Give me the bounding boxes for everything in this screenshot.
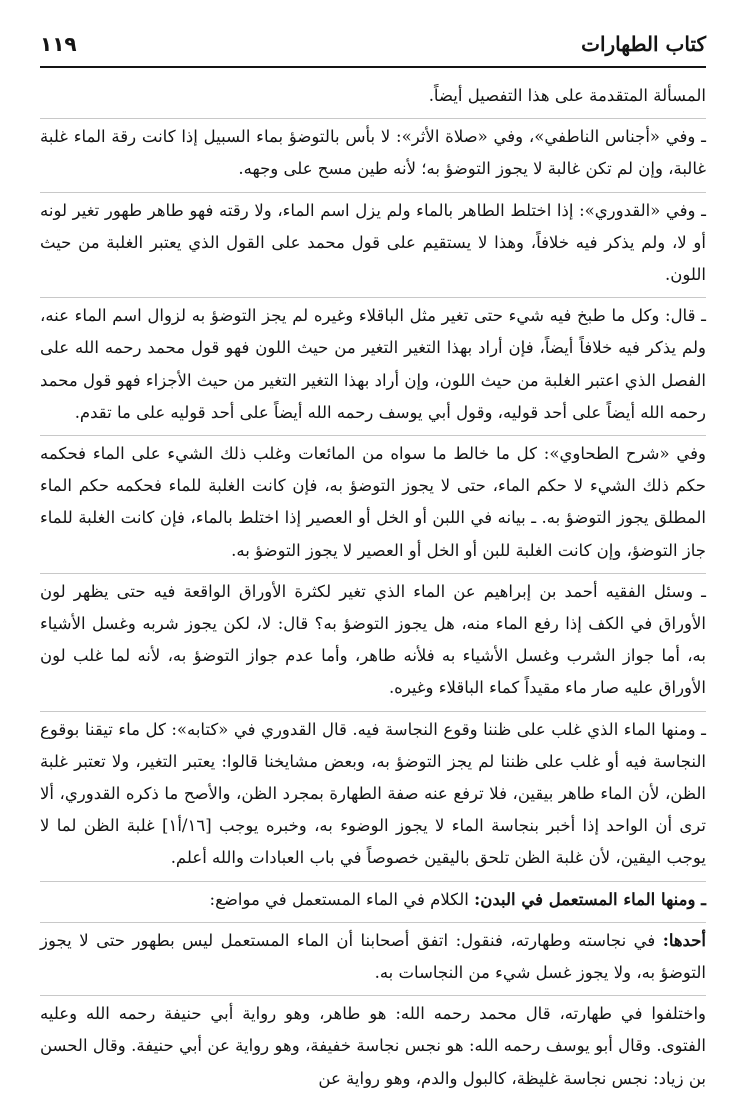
page-number: ١١٩	[40, 32, 77, 56]
paragraph-text: ـ وفي «القدوري»: إذا اختلط الطاهر بالماء ولم يزل اسم الماء، ولا رقته فهو طاهر طهور تغير لونه أو لا، ولم يذكر فيه خلافاً، وهذا لا يستقيم على قول محمد على القول الذي يعتبر الغلبة من حيث اللون.	[40, 200, 706, 285]
paragraph-text: في نجاسته وطهارته، فنقول: اتفق أصحابنا أن الماء المستعمل ليس بطهور حتى لا يجوز التوضؤ به، ولا يجوز غسل شيء من النجاسات به.	[40, 930, 706, 983]
section-heading: ـ ومنها الماء المستعمل في البدن:	[474, 889, 706, 909]
paragraph	[40, 996, 706, 1101]
paragraph-text: ـ ومنها الماء الذي غلب على ظننا وقوع النجاسة فيه. قال القدوري في «كتابه»: كل ماء تيقنا بوقوع النجاسة فيه أو غلب على ظننا لم يجز التوضؤ به، وبعض مشايخنا قالوا: يعتبر التغير، ولا تعتبر غلبة الظن، لأن الماء طاهر بيقين، فلا ترفع عنه صفة الطهارة بمجرد الظن، والأصح ما ذكره القدوري، ألا ترى أن الواحد إذا أخبر بنجاسة الماء لا يجوز الوضوء به، وخبره يوجب [١٦/أ١] غلبة الظن لما لا يوجب اليقين، لأن غلبة الظن تلحق باليقين خصوصاً في باب العبادات والله أعلم.	[40, 719, 706, 868]
paragraph	[40, 78, 706, 119]
paragraph	[40, 119, 706, 192]
page-body	[40, 78, 706, 1101]
running-title: كتاب الطهارات	[581, 32, 706, 56]
paragraph-text: الكلام في الماء المستعمل في مواضع:	[209, 889, 475, 909]
paragraph	[40, 574, 706, 712]
paragraph-lead: أحدها:	[662, 930, 706, 950]
paragraph	[40, 712, 706, 882]
paragraph-text: المسألة المتقدمة على هذا التفصيل أيضاً.	[428, 86, 706, 105]
paragraph	[40, 193, 706, 299]
paragraph	[40, 923, 706, 996]
section-heading-paragraph	[40, 882, 706, 923]
paragraph-text: ـ وسئل الفقيه أحمد بن إبراهيم عن الماء الذي تغير لكثرة الأوراق الواقعة فيه حتى يظهر لون الأوراق في الكف إذا رفع الماء منه، هل يجوز التوضؤ به؟ قال: لا، لكن يجوز شربه وغسل الأشياء به، أما جواز الشرب وغسل الأشياء به فلأنه طاهر، وأما عدم جواز التوضؤ به، لأنه لما غلب لون الأوراق عليه صار ماء مقيداً كماء الباقلاء وغيره.	[40, 581, 706, 698]
paragraph-text: ـ قال: وكل ما طبخ فيه شيء حتى تغير مثل الباقلاء وغيره لم يجز التوضؤ به لزوال اسم الماء عنه، ولم يذكر فيه خلافاً أيضاً، فإن أراد بهذا التغير التغير من حيث اللون فهو قول محمد رحمه الله على الفصل الذي اعتبر الغلبة من حيث اللون، وإن أراد بهذا التغير التغير من حيث الأجزاء فهو قول محمد رحمه الله أيضاً على أحد قوليه، وقول أبي يوسف رحمه الله أيضاً على أحد قوليه على ما تقدم.	[40, 306, 706, 422]
paragraph-text: وفي «شرح الطحاوي»: كل ما خالط ما سواه من المائعات وغلب ذلك الشيء على الماء فحكمه حكم ذلك الشيء لا حكم الماء، حتى لا يجوز التوضؤ به، فإن كانت الغلبة للماء فحكمه حكم الماء المطلق يجوز التوضؤ به. ـ بيانه في اللبن أو الخل أو العصير إذا اختلط بالماء، فإن كانت الغلبة للماء جاز التوضؤ، وإن كانت الغلبة للبن أو الخل أو العصير لا يجوز التوضؤ به.	[40, 444, 706, 560]
page-header	[40, 22, 706, 68]
paragraph	[40, 298, 706, 436]
paragraph	[40, 436, 706, 574]
paragraph-text: واختلفوا في طهارته، قال محمد رحمه الله: هو طاهر، وهو رواية أبي حنيفة رحمه الله وعليه الفتوى. وقال أبو يوسف رحمه الله: هو نجس نجاسة خفيفة، وهو رواية عن أبي حنيفة. وقال الحسن بن زياد: نجس نجاسة غليظة، كالبول والدم، وهو رواية عن	[40, 1004, 706, 1088]
paragraph-text: ـ وفي «أجناس الناطفي»، وفي «صلاة الأثر»: لا بأس بالتوضؤ بماء السبيل إذا كانت رقة الماء غلبة غالبة، وإن لم تكن غالبة لا يجوز التوضؤ به؛ لأنه طين مسح على وجهه.	[40, 127, 706, 179]
